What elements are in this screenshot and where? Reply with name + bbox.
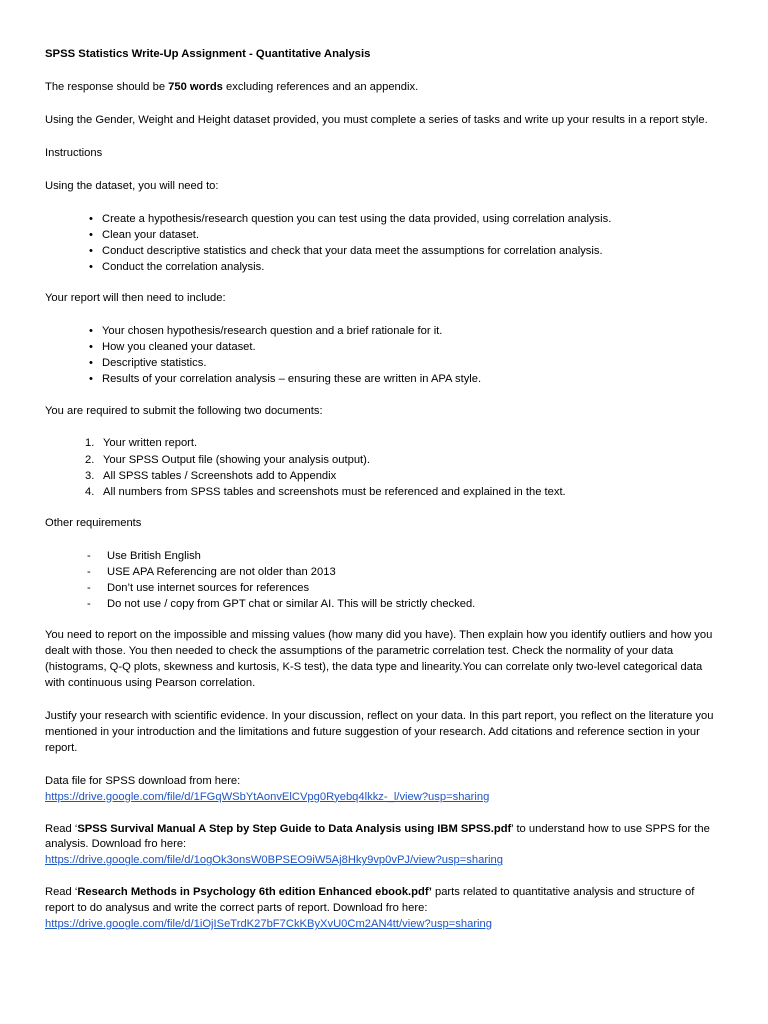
bullet-icon: •: [89, 341, 93, 354]
read-2-text: [45, 885, 720, 917]
other-requirements-list: [45, 548, 720, 613]
list-item: [45, 468, 720, 484]
list-item: [45, 564, 720, 580]
dash-icon: -: [87, 598, 91, 611]
list-item-text: Descriptive statistics.: [102, 357, 207, 370]
word-count-prefix: The response should be: [45, 81, 169, 94]
reporting-paragraph: You need to report on the impossible and missing values (how many did you have). Then explain how you identify outliers and how you dealt with those. You then needed to check the assumptions of the parametric correlation test. Check the normality of your data (histograms, Q-Q plots, skewness and kurtosis, K-S test), the data type and linearity.You can correlate only two-level categorical data with continuous using Pearson correlation.: [45, 629, 713, 690]
list-item-text: Clean your dataset.: [102, 228, 200, 241]
list-item: [45, 548, 720, 564]
list-item: [45, 259, 720, 275]
list-item: [45, 580, 720, 596]
bullet-icon: •: [89, 373, 93, 386]
bullet-icon: •: [89, 357, 93, 370]
list-item: [45, 371, 720, 387]
read-1-link[interactable]: https://drive.google.com/file/d/1ogOk3onsW0BPSEO9iW5Aj8Hky9vp0vPJ/view?usp=sharing: [45, 854, 503, 867]
word-count-value: 750 words: [168, 81, 223, 94]
dash-icon: -: [87, 549, 91, 562]
list-item-text: Create a hypothesis/research question you can test using the data provided, using correlation analysis.: [102, 212, 612, 225]
dash-icon: -: [87, 566, 91, 578]
list-item: [45, 452, 720, 468]
list-number: 3.: [85, 469, 95, 482]
list-item-text: USE APA Referencing are not older than 2013: [107, 566, 336, 578]
dataset-paragraph: Using the Gender, Weight and Height dataset provided, you must complete a series of tasks and write up your results in a report style.: [45, 113, 708, 126]
list-item: [45, 339, 720, 355]
document-body: [45, 46, 720, 933]
data-file-link[interactable]: https://drive.google.com/file/d/1FGqWSbYtAonvElCVpg0Ryebq4lkkz-_l/view?usp=sharing: [45, 790, 490, 803]
tasks-lead: Using the dataset, you will need to:: [45, 179, 219, 192]
report-lead: Your report will then need to include:: [45, 292, 226, 305]
submit-lead: You are required to submit the following two documents:: [45, 404, 323, 417]
submit-items-list: [45, 435, 720, 500]
list-item-text: Results of your correlation analysis – ensuring these are written in APA style.: [102, 373, 482, 386]
list-item: [45, 243, 720, 259]
read-reference-1: [45, 822, 720, 870]
bullet-icon: •: [89, 228, 93, 241]
list-item-text: Don’t use internet sources for references: [107, 582, 310, 595]
list-number: 2.: [85, 453, 95, 466]
read-1-suffix: ’ to understand how to use SPPS for the analysis. Download fro here:: [45, 822, 710, 851]
data-file-block: [45, 774, 720, 806]
bullet-icon: •: [89, 244, 93, 257]
instructions-heading: Instructions: [45, 146, 103, 159]
read-2-suffix: parts related to quantitative analysis and structure of report to do analysus and write the correct parts of report. Download fro here:: [45, 886, 695, 915]
list-item-text: Your written report.: [103, 437, 198, 450]
page-title: SPSS Statistics Write-Up Assignment - Quantitative Analysis: [45, 48, 371, 60]
read-1-text: [45, 822, 720, 854]
list-item: [45, 227, 720, 243]
dash-icon: -: [87, 582, 91, 595]
data-file-label: Data file for SPSS download from here:: [45, 774, 241, 787]
list-number: 1.: [85, 437, 95, 450]
bullet-icon: •: [89, 261, 93, 274]
list-item-text: All SPSS tables / Screenshots add to Appendix: [103, 469, 337, 482]
list-item: [45, 596, 720, 612]
other-requirements-heading: Other requirements: [45, 516, 142, 529]
list-item-text: Your chosen hypothesis/research question and a brief rationale for it.: [102, 325, 443, 338]
justify-paragraph: Justify your research with scientific evidence. In your discussion, reflect on your data. In this part report, you reflect on the literature you mentioned in your introduction and the limitations and future suggestion of your research. Add citations and reference section in your report.: [45, 710, 714, 754]
list-number: 4.: [85, 485, 95, 498]
tasks-list: [45, 211, 720, 276]
list-item-text: All numbers from SPSS tables and screenshots must be referenced and explained in the text.: [103, 485, 566, 498]
read-reference-2: [45, 885, 720, 933]
list-item-text: Use British English: [107, 549, 201, 562]
word-count-suffix: excluding references and an appendix.: [222, 81, 419, 94]
list-item-text: Conduct the correlation analysis.: [102, 261, 265, 274]
list-item-text: Do not use / copy from GPT chat or similar AI. This will be strictly checked.: [107, 598, 476, 611]
word-count-paragraph: [45, 80, 720, 96]
read-1-prefix: Read ‘: [45, 822, 78, 835]
read-2-prefix: Read ‘: [45, 886, 78, 899]
list-item-text: How you cleaned your dataset.: [102, 341, 256, 354]
list-item: [45, 211, 720, 227]
bullet-icon: •: [89, 212, 93, 225]
list-item: [45, 355, 720, 371]
list-item-text: Conduct descriptive statistics and check that your data meet the assumptions for correlation analysis.: [102, 244, 603, 257]
bullet-icon: •: [89, 325, 93, 338]
read-2-link[interactable]: https://drive.google.com/file/d/1iOjISeTrdK27bF7CkKByXvU0Cm2AN4tt/view?usp=sharing: [45, 918, 492, 931]
report-items-list: [45, 323, 720, 388]
list-item: [45, 484, 720, 500]
list-item: [45, 435, 720, 451]
read-1-title: SPSS Survival Manual A Step by Step Guide to Data Analysis using IBM SPSS.pdf: [77, 822, 512, 835]
list-item: [45, 323, 720, 339]
read-2-title: Research Methods in Psychology 6th edition Enhanced ebook.pdf’: [77, 886, 432, 899]
list-item-text: Your SPSS Output file (showing your analysis output).: [103, 453, 370, 466]
